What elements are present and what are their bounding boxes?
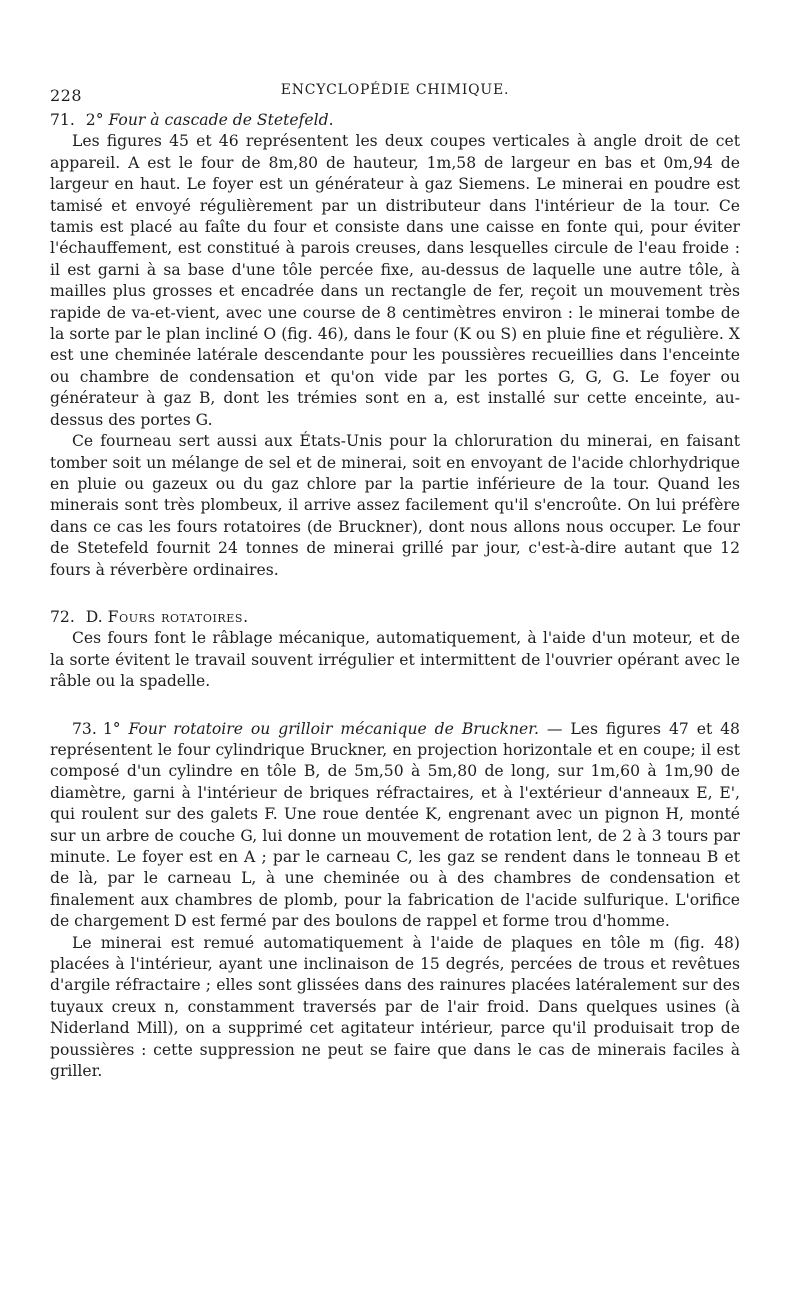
running-title: ENCYCLOPÉDIE CHIMIQUE. bbox=[280, 82, 510, 98]
section-73-title: Four rotatoire ou grilloir mécanique de Bruckner. bbox=[128, 719, 539, 738]
section-71-paragraph-2: Ce fourneau sert aussi aux États-Unis pour la chloruration du minerai, en faisant tomber soit un mélange de sel et de minerai, soit en envoyant de l'acide chlorhydrique en pluie ou gazeux ou du gaz chlore par la partie inférieure de la tour. Quand les minerais sont très plombeux, il arrive assez facilement qu'il s'encroûte. On lui préfère dans ce cas les fours rotatoires (de Bruckner), dont nous allons nous occuper. Le four de Stetefeld fournit 24 tonnes de minerai grillé par jour, c'est-à-dire autant que 12 fours à réverbère ordinaires. bbox=[50, 432, 740, 579]
running-head bbox=[50, 78, 740, 110]
spacer bbox=[50, 693, 740, 719]
body-text bbox=[50, 110, 740, 1082]
section-72-paragraph-1: Ces fours font le râblage mécanique, automatiquement, à l'aide d'un moteur, et de la sorte évitent le travail souvent irrégulier et intermittent de l'ouvrier opérant avec le râble ou la spadelle. bbox=[50, 629, 740, 691]
section-73-paragraph-2: Le minerai est remué automatiquement à l'aide de plaques en tôle m (fig. 48) placées à l'intérieur, ayant une inclinaison de 15 degrés, percées de trous et revêtues d'argile réfractaire ; elles sont glissées dans des rainures placées latéralement sur des tuyaux creux n, constamment traversés par de l'air froid. Dans quelques usines (à Niderland Mill), on a supprimé cet agitateur intérieur, parce qu'il produisait trop de poussières : cette suppression ne peut se faire que dans le cas de minerais faciles à griller. bbox=[50, 933, 740, 1081]
section-73-title-suffix: — Les figures 47 et 48 bbox=[538, 719, 740, 738]
spacer bbox=[50, 581, 740, 607]
book-page bbox=[50, 78, 740, 1082]
section-71-title-prefix: 2° bbox=[85, 111, 104, 129]
section-71-number: 71. bbox=[50, 111, 75, 129]
section-71-title: Four à cascade de Stetefeld. bbox=[108, 111, 334, 129]
section-71-heading bbox=[50, 110, 740, 131]
section-72-heading bbox=[50, 607, 740, 628]
section-73-text: représentent le four cylindrique Bruckner, en projection horizontale et en coupe; il est composé d'un cylindre en tôle B, de 5m,50 à 5m,80 de long, sur 1m,60 à 1m,90 de diamètre, garni à l'intérieur de briques réfractaires, et à l'extérieur d'anneaux E, E', qui roulent sur des galets F. Une roue dentée K, engrenant avec un pignon H, monté sur un arbre de couche G, lui donne un mouvement de rotation lent, de 2 à 3 tours par minute. Le foyer est en A ; par le carneau C, les gaz se rendent dans le tonneau B et de là, par le carneau L, à une cheminée ou à des chambres de condensation et finalement aux chambres de plomb, pour la fabrication de l'acide sulfurique. L'orifice de chargement D est fermé par des boulons de rappel et forme trou d'homme. bbox=[50, 740, 740, 931]
section-73-title-prefix: 1° bbox=[102, 719, 121, 738]
page-number: 228 bbox=[50, 86, 83, 105]
section-71-paragraph-1: Les figures 45 et 46 représentent les deux coupes verticales à angle droit de cet appareil. A est le four de 8m,80 de hauteur, 1m,58 de largeur en bas et 0m,94 de largeur en haut. Le foyer est un générateur à gaz Siemens. Le minerai en poudre est tamisé et envoyé régulièrement par un distributeur dans l'intérieur de la tour. Ce tamis est placé au faîte du four et consiste dans une caisse en fonte qui, pour éviter l'échauffement, est constitué à parois creuses, dans lesquelles circule de l'eau froide : il est garni à sa base d'une tôle percée fixe, au-dessus de laquelle une autre tôle, à mailles plus grosses et encadrée dans un rectangle de fer, reçoit un mouvement très rapide de va-et-vient, avec une course de 8 centimètres environ : le minerai tombe de la sorte par le plan incliné O (fig. 46), dans le four (K ou S) en pluie fine et régulière. X est une cheminée latérale descendante pour les poussières recueillies dans l'enceinte ou chambre de condensation et qu'on vide par les portes G, G, G. Le foyer ou générateur à gaz B, dont les trémies sont en a, est installé sur cette enceinte, au-dessus des portes G. bbox=[50, 132, 740, 429]
section-72-number: 72. bbox=[50, 607, 75, 626]
section-72-letter: D. bbox=[85, 607, 103, 626]
section-72-title: Fours rotatoires. bbox=[107, 607, 249, 626]
section-73-paragraph-1 bbox=[50, 719, 740, 933]
section-73-number: 73. bbox=[72, 719, 97, 738]
